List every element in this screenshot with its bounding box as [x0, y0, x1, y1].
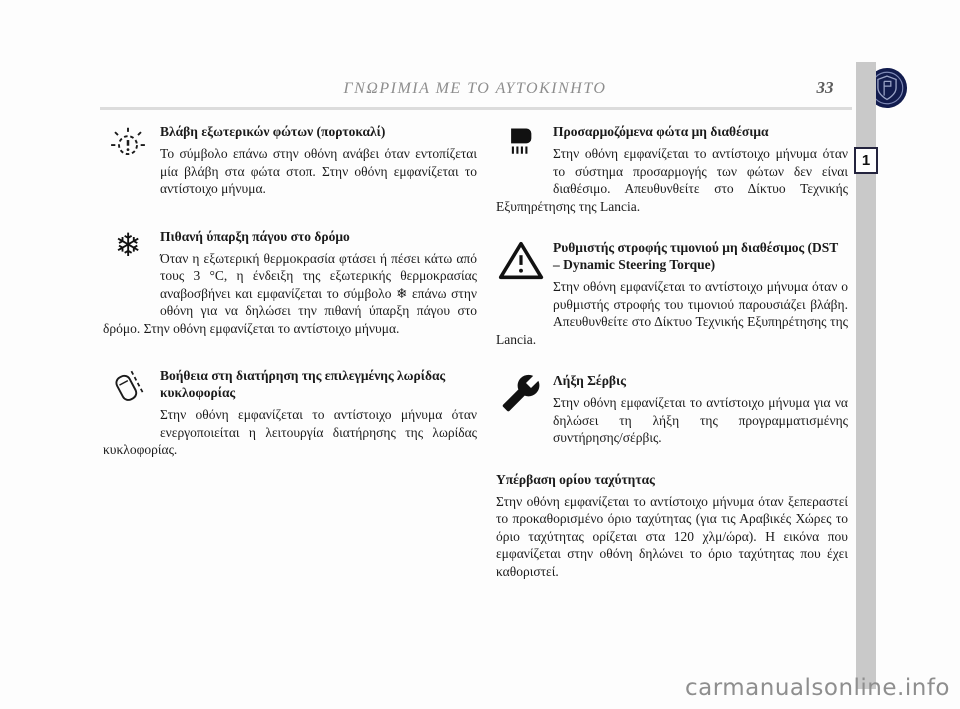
section-title: Πιθανή ύπαρξη πάγου στο δρόμο: [160, 228, 350, 244]
section-body: Όταν η εξωτερική θερμοκρασία φτάσει ή πέσει κάτω από τους 3 °C, η ένδειξη της εξωτερικής θερμοκρασίας αναβοσβήνει και εμφανίζεται το σύμβολο ❄ επάνω στην οθόνη για να δηλώσει την πιθανή ύπαρξη πάγου στο δρόμο. Στην οθόνη εμφανίζεται το αντίστοιχο μήνυμα.: [103, 250, 477, 336]
section-adaptive-lights-unavailable: [496, 123, 848, 215]
section-title: Βλάβη εξωτερικών φώτων (πορτοκαλί): [160, 124, 386, 139]
chapter-tab: [854, 147, 878, 174]
header-divider: [100, 107, 852, 110]
wrench-icon: [496, 373, 546, 439]
section-title: Βοήθεια στη διατήρηση της επιλεγμένης λωρίδας κυκλοφορίας: [160, 368, 446, 400]
lane-keeping-car-icon: [103, 368, 153, 440]
section-body: Στην οθόνη εμφανίζεται το αντίστοιχο μήνυμα όταν ξεπεραστεί το προκαθορισμένο όριο ταχύτητας (για τις Αραβικές Χώρες το όριο ταχύτητας ορίζεται στα 120 χλμ/ώρα). Η εικόνα που εμφανίζεται στην οθόνη δηλώνει το όριο ταχύτητας που έχει καθοριστεί.: [496, 493, 848, 579]
section-lane-assist: [103, 367, 477, 459]
section-title: Προσαρμοζόμενα φώτα μη διαθέσιμα: [553, 124, 769, 139]
watermark: carmanualsonline.info: [684, 675, 950, 701]
section-dst-unavailable: [496, 239, 848, 348]
warning-triangle-icon: [496, 240, 546, 328]
section-title: Υπέρβαση ορίου ταχύτητας: [496, 471, 655, 487]
section-body: Στην οθόνη εμφανίζεται το αντίστοιχο μήνυμα όταν ο ρυθμιστής στροφής του τιμονιού παρουσιάζει βλάβη. Απευθυνθείτε στο Δίκτυο Τεχνικής Εξυπηρέτησης της Lancia.: [496, 279, 848, 347]
section-body: Στην οθόνη εμφανίζεται το αντίστοιχο μήνυμα για να δηλώσει τη λήξη της προγραμματισμένης συντήρησης/σέρβις.: [553, 395, 848, 445]
page-number: 33: [816, 78, 834, 97]
adaptive-headlight-icon: [496, 124, 546, 196]
section-body: Το σύμβολο επάνω στην οθόνη ανάβει όταν εντοπίζεται μία βλάβη στα φώτα στοπ. Στην οθόνη εμφανίζεται το αντίστοιχο μήνυμα.: [160, 146, 477, 196]
section-title: Λήξη Σέρβις: [553, 373, 626, 388]
section-speed-limit-exceeded: [496, 471, 848, 581]
page-title: ΓΝΩΡΙΜΙΑ ΜΕ ΤΟ ΑΥΤΟΚΙΝΗΤΟ: [343, 80, 607, 97]
section-ice-on-road: [103, 225, 477, 338]
chapter-number: 1: [861, 152, 871, 169]
left-column: [103, 123, 477, 489]
right-column: [496, 123, 848, 604]
section-body: Στην οθόνη εμφανίζεται το αντίστοιχο μήνυμα όταν ενεργοποιείται η λειτουργία διατήρησης της λωρίδας κυκλοφορίας.: [103, 407, 477, 457]
section-title: Ρυθμιστής στροφής τιμονιού μη διαθέσιμος (DST – Dynamic Steering Torque): [553, 240, 839, 272]
snowflake-icon: ❄: [114, 225, 142, 264]
section-body: Στην οθόνη εμφανίζεται το αντίστοιχο μήνυμα όταν το σύστημα προσαρμογής των φώτων δεν είναι διαθέσιμο. Απευθυνθείτε στο Δίκτυο Τεχνικής Εξυπηρέτησης της Lancia.: [496, 146, 848, 214]
lamp-failure-icon: [103, 124, 153, 188]
section-service-due: [496, 372, 848, 447]
section-exterior-lights-failure: [103, 123, 477, 198]
